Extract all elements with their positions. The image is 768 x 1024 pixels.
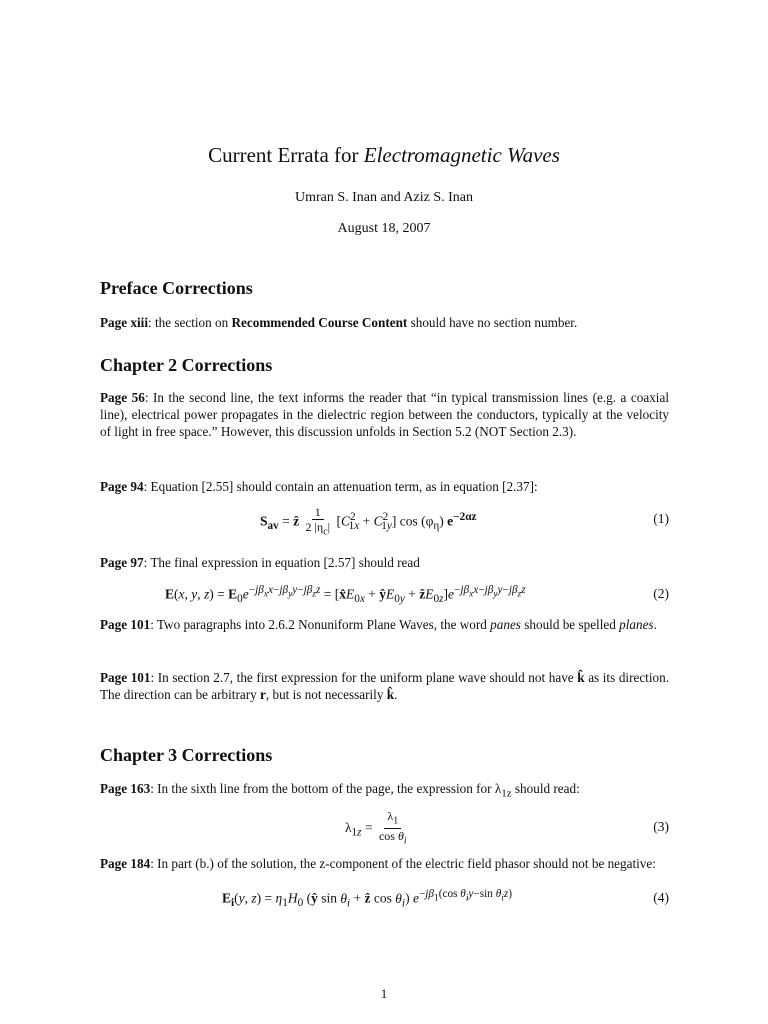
- preface-entry: Page xiii: the section on Recommended Course Content should have no section number.: [100, 315, 578, 330]
- equation-4-expression: $E_i(y$, $z) = \eta_1H_0$ (ŷ $\sin \theta_i$ + ẑ $\cos \theta_i$) $e^{-j\beta_1(cos \theta_iy-sin \theta_iz)}$: [222, 888, 512, 910]
- equation-1: [100, 505, 669, 538]
- page101b-entry: Page 101: In section 2.7, the first expression for the uniform plane wave should not have k̂ as its direction. The direction can be arbitrary r, but is not necessarily k̂.: [100, 670, 669, 702]
- page56-entry: Page 56: In the second line, the text informs the reader that “in typical transmission lines (e.g. a coaxial line), electrical power propagates in the dielectric region between the conductors, typically at the velocity of light in free space.” However, this discussion unfolds in Section 5.2 (NOT Section 2.3).: [100, 390, 669, 439]
- authors: Umran S. Inan and Aziz S. Inan: [294, 190, 474, 205]
- chapter3-heading: Chapter 3 Corrections: [100, 745, 273, 765]
- equation-3-expression: $\lambda_{1z}$ = $\frac{\lambda_1}{\cos \theta_i}$: [345, 809, 407, 847]
- page94-entry: Page 94: Equation [2.55] should contain an attenuation term, as in equation [2.37]:: [100, 479, 538, 494]
- page163-entry: Page 163: In the sixth line from the bottom of the page, the expression for $\lambda_{1z}$ should read:: [100, 781, 580, 800]
- page97-entry: Page 97: The final expression in equation [2.57] should read: [100, 555, 420, 570]
- equation-4: [100, 888, 669, 918]
- equation-3: [100, 809, 669, 847]
- equation-4-number: (4): [653, 890, 669, 905]
- equation-1-number: (1): [653, 511, 669, 526]
- page-number: 1: [380, 986, 388, 1001]
- document-title: Current Errata for Electromagnetic Waves: [208, 143, 560, 167]
- equation-2: [100, 584, 669, 614]
- equation-2-number: (2): [653, 586, 669, 601]
- page101a-entry: Page 101: Two paragraphs into 2.6.2 Nonuniform Plane Waves, the word panes should be spelled planes.: [100, 617, 657, 632]
- date: August 18, 2007: [337, 221, 431, 236]
- preface-heading: Preface Corrections: [100, 278, 253, 298]
- equation-1-expression: $S_{av}$ = ẑ $\frac{1}{2 |\eta_c|}$ $[C^2_{1x} + C^2_{1y}]$ $\cos (\varphi_\eta)$ $e^{-2\alpha z}$: [260, 505, 477, 538]
- equation-2-expression: E(x, y, $z) = E_0e^{-j\beta_xx-j\beta_yy-j\beta_zz}$ = [$x̂E_{0x}$ + $ŷE_{0y}$ + $ẑE_{0z}]e^{-j\beta_xx-j\beta_yy-j\beta_zz}$: [165, 584, 526, 606]
- page184-entry: Page 184: In part (b.) of the solution, the z-component of the electric field phasor should not be negative:: [100, 856, 656, 871]
- equation-3-number: (3): [653, 819, 669, 834]
- chapter2-heading: Chapter 2 Corrections: [100, 355, 273, 375]
